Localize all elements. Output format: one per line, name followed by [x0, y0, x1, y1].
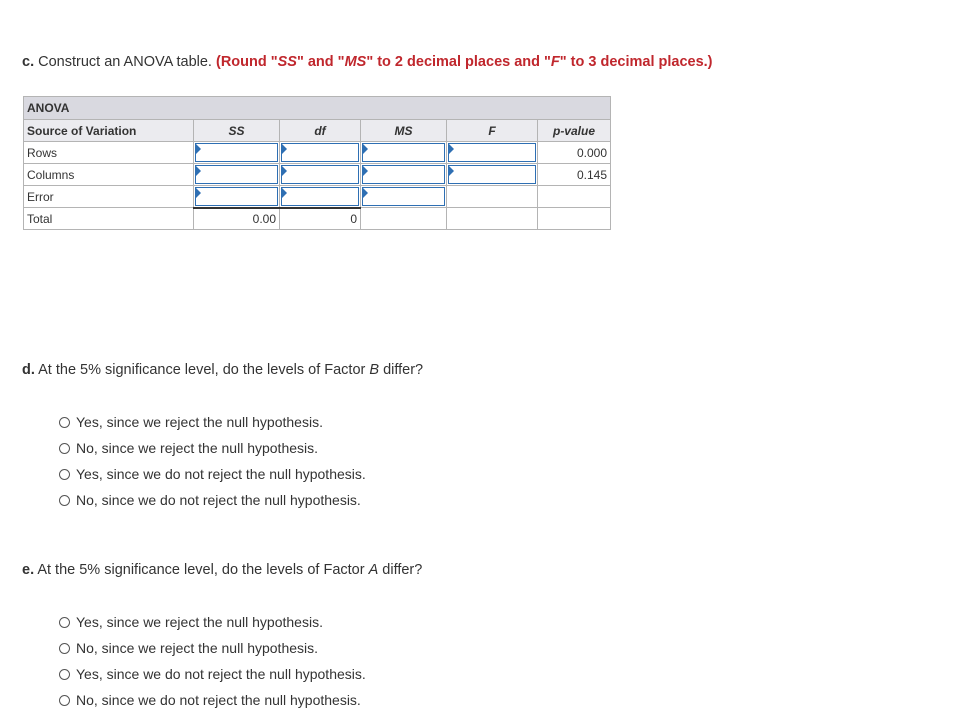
part-e-option-2[interactable]: No, since we reject the null hypothesis. [59, 640, 318, 656]
row-label: Total [24, 208, 194, 230]
part-e-option-4[interactable]: No, since we do not reject the null hypothesis. [59, 692, 361, 708]
anova-header-row [24, 120, 611, 142]
radio-button[interactable] [59, 443, 70, 454]
p-value-columns: 0.145 [538, 164, 611, 186]
df-error-input[interactable] [281, 187, 359, 206]
part-d-option-2[interactable]: No, since we reject the null hypothesis. [59, 440, 318, 456]
df-total: 0 [280, 208, 361, 230]
f-columns-input[interactable] [448, 165, 536, 184]
part-e-option-3[interactable]: Yes, since we do not reject the null hypothesis. [59, 666, 366, 682]
ss-total: 0.00 [194, 208, 280, 230]
anova-table [23, 96, 611, 230]
row-label: Columns [24, 164, 194, 186]
table-row-total [24, 208, 611, 230]
ss-rows-input[interactable] [195, 143, 278, 162]
ms-rows-input[interactable] [362, 143, 445, 162]
radio-button[interactable] [59, 669, 70, 680]
part-d-option-4[interactable]: No, since we do not reject the null hypothesis. [59, 492, 361, 508]
table-row-error [24, 186, 611, 208]
radio-button[interactable] [59, 417, 70, 428]
part-c-text: Construct an ANOVA table. [34, 54, 216, 70]
row-label: Rows [24, 142, 194, 164]
ms-columns-input[interactable] [362, 165, 445, 184]
radio-button[interactable] [59, 695, 70, 706]
radio-button[interactable] [59, 495, 70, 506]
row-label: Error [24, 186, 194, 208]
header-ms: MS [361, 120, 447, 142]
p-value-error [538, 186, 611, 208]
df-columns-input[interactable] [281, 165, 359, 184]
factor-b: B [369, 362, 380, 378]
radio-button[interactable] [59, 643, 70, 654]
p-value-rows: 0.000 [538, 142, 611, 164]
part-d-prompt: d. At the 5% significance level, do the levels of Factor B differ? [22, 362, 424, 378]
part-d-letter: d. [22, 362, 35, 378]
header-f: F [447, 120, 538, 142]
part-d-option-3[interactable]: Yes, since we do not reject the null hypothesis. [59, 466, 366, 482]
header-source: Source of Variation [24, 120, 194, 142]
f-error-cell [447, 186, 538, 208]
radio-button[interactable] [59, 469, 70, 480]
p-value-total [538, 208, 611, 230]
ms-error-input[interactable] [362, 187, 445, 206]
header-p-value: p-value [538, 120, 611, 142]
part-d-option-1[interactable]: Yes, since we reject the null hypothesis. [59, 414, 323, 430]
f-total-cell [447, 208, 538, 230]
table-row-columns [24, 164, 611, 186]
radio-button[interactable] [59, 617, 70, 628]
ss-error-input[interactable] [195, 187, 278, 206]
part-e-prompt: e. At the 5% significance level, do the levels of Factor A differ? [22, 562, 423, 578]
table-row-rows [24, 142, 611, 164]
header-ss: SS [194, 120, 280, 142]
rounding-note: (Round "SS" and "MS" to 2 decimal places and "F" to 3 decimal places.) [215, 54, 713, 70]
df-rows-input[interactable] [281, 143, 359, 162]
anova-title: ANOVA [24, 97, 611, 120]
factor-a: A [368, 562, 379, 578]
f-rows-input[interactable] [448, 143, 536, 162]
part-e-letter: e. [22, 562, 35, 578]
header-df: df [280, 120, 361, 142]
part-c-letter: c. [22, 54, 35, 70]
part-e-option-1[interactable]: Yes, since we reject the null hypothesis. [59, 614, 323, 630]
ms-total-cell [361, 208, 447, 230]
ss-columns-input[interactable] [195, 165, 278, 184]
part-c-prompt [22, 54, 713, 70]
